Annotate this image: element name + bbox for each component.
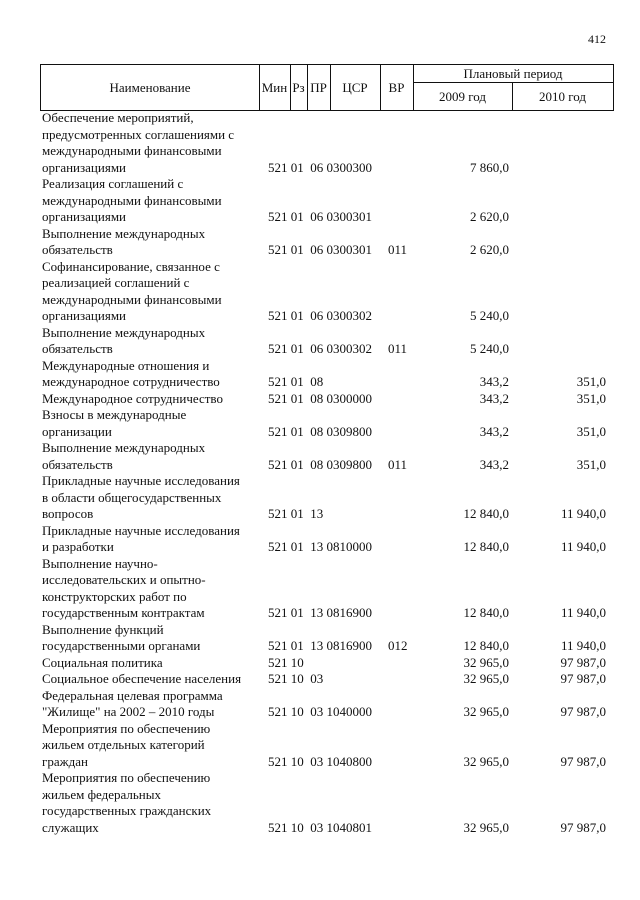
row-value-2010: 11 940,0 xyxy=(560,605,606,620)
table-row xyxy=(0,407,640,440)
table-row xyxy=(0,556,640,622)
row-vr: 011 xyxy=(388,341,408,356)
table-row xyxy=(0,688,640,721)
row-name-line: государственным контрактам xyxy=(42,605,205,620)
row-codes: 521 10 03 1040800 xyxy=(268,753,372,769)
row-codes: 521 10 03 1040000 xyxy=(268,704,372,719)
row-name-line: Выполнение научно- xyxy=(42,555,158,571)
header-pr: ПР xyxy=(310,80,327,95)
row-name xyxy=(42,391,266,408)
row-value-2010: 97 987,0 xyxy=(560,819,606,835)
header-vr: ВР xyxy=(388,80,405,95)
header-top-border xyxy=(40,64,614,65)
row-value-2009: 5 240,0 xyxy=(470,308,509,323)
row-vr: 011 xyxy=(388,242,408,257)
row-name-line: Выполнение международных xyxy=(42,225,206,241)
row-name-line: Международные отношения и xyxy=(42,357,210,373)
table-row xyxy=(0,440,640,473)
row-name-line: исследовательских и опытно- xyxy=(42,572,206,587)
row-codes: 521 01 08 xyxy=(268,374,324,389)
table-row xyxy=(0,770,640,836)
table-row xyxy=(0,671,640,688)
row-value-2010: 351,0 xyxy=(576,423,606,439)
row-name xyxy=(42,325,266,358)
row-name xyxy=(42,259,266,325)
row-name xyxy=(42,655,266,672)
row-name-line: международными финансовыми xyxy=(42,143,222,158)
row-name-line: государственных гражданских xyxy=(42,803,212,818)
row-name-line: организациями xyxy=(42,308,126,323)
row-name-line: Выполнение международных xyxy=(42,440,206,455)
header-period: Плановый период xyxy=(463,66,563,81)
row-value-2010: 11 940,0 xyxy=(560,539,606,554)
row-name-line: организации xyxy=(42,423,112,439)
header-min: Мин xyxy=(261,80,288,95)
row-codes: 521 01 08 0309800 xyxy=(268,423,372,439)
row-name xyxy=(42,473,266,523)
row-value-2009: 343,2 xyxy=(479,456,509,472)
row-name-line: конструкторских работ по xyxy=(42,588,187,604)
period-divider xyxy=(413,82,614,83)
row-name xyxy=(42,358,266,391)
table-row xyxy=(0,259,640,325)
row-name-line: Социальное обеспечение населения xyxy=(42,671,242,686)
row-name xyxy=(42,110,266,176)
row-name-line: жильем федеральных xyxy=(42,786,161,802)
row-name-line: государственными органами xyxy=(42,638,201,653)
row-value-2009: 5 240,0 xyxy=(470,341,509,356)
row-codes: 521 01 13 xyxy=(268,506,324,521)
header-year-2009: 2009 год xyxy=(439,89,486,104)
row-name xyxy=(42,622,266,655)
row-value-2010: 351,0 xyxy=(576,456,606,472)
row-value-2010: 97 987,0 xyxy=(560,753,606,769)
table-row xyxy=(0,176,640,226)
row-name-line: обязательств xyxy=(42,456,113,472)
row-value-2009: 32 965,0 xyxy=(463,753,509,769)
row-codes: 521 01 13 0810000 xyxy=(268,539,372,554)
row-value-2009: 2 620,0 xyxy=(470,242,509,257)
table-row xyxy=(0,325,640,358)
row-name xyxy=(42,226,266,259)
row-value-2010: 351,0 xyxy=(576,390,606,406)
table-row xyxy=(0,473,640,523)
header-csr: ЦСР xyxy=(342,80,368,95)
row-value-2009: 32 965,0 xyxy=(463,819,509,835)
row-value-2009: 343,2 xyxy=(479,374,509,389)
row-name xyxy=(42,688,266,721)
table-row xyxy=(0,721,640,771)
row-value-2009: 12 840,0 xyxy=(463,605,509,620)
row-value-2009: 2 620,0 xyxy=(470,209,509,224)
page-number: 412 xyxy=(588,32,606,46)
row-codes: 521 01 06 0300301 xyxy=(268,209,372,224)
table-header xyxy=(0,0,640,120)
row-name-line: обязательств xyxy=(42,242,113,257)
row-name xyxy=(42,523,266,556)
row-value-2009: 32 965,0 xyxy=(463,704,509,719)
header-year-2010: 2010 год xyxy=(539,89,586,104)
row-name-line: служащих xyxy=(42,819,99,835)
row-name-line: предусмотренных соглашениями с xyxy=(42,126,235,142)
row-value-2009: 12 840,0 xyxy=(463,638,509,653)
table-row xyxy=(0,110,640,176)
row-name xyxy=(42,407,266,440)
row-name-line: международное сотрудничество xyxy=(42,374,220,389)
row-name-line: Выполнение международных xyxy=(42,324,206,340)
header-rz: Рз xyxy=(292,80,305,95)
row-value-2010: 97 987,0 xyxy=(560,671,606,686)
row-value-2010: 97 987,0 xyxy=(560,654,606,670)
row-name-line: "Жилище" на 2002 – 2010 годы xyxy=(42,704,215,719)
row-value-2010: 97 987,0 xyxy=(560,704,606,719)
row-value-2009: 343,2 xyxy=(479,423,509,439)
row-value-2009: 32 965,0 xyxy=(463,671,509,686)
row-vr: 012 xyxy=(388,638,408,653)
row-codes: 521 01 08 0309800 xyxy=(268,456,372,472)
row-name-line: Международное сотрудничество xyxy=(42,390,223,406)
row-name-line: Выполнение функций xyxy=(42,621,164,637)
row-name-line: в области общегосударственных xyxy=(42,489,222,505)
header-name: Наименование xyxy=(109,80,191,95)
row-name-line: Софинансирование, связанное с xyxy=(42,258,220,274)
row-name xyxy=(42,770,266,836)
row-value-2009: 7 860,0 xyxy=(470,159,509,175)
table-row xyxy=(0,655,640,672)
table-row xyxy=(0,523,640,556)
row-name-line: обязательств xyxy=(42,341,113,356)
row-name-line: Мероприятия по обеспечению xyxy=(42,770,211,785)
table-row xyxy=(0,226,640,259)
row-name xyxy=(42,440,266,473)
table-row xyxy=(0,622,640,655)
table-row xyxy=(0,391,640,408)
table-row xyxy=(0,358,640,391)
row-name-line: Прикладные научные исследования xyxy=(42,473,240,488)
row-vr: 011 xyxy=(388,456,408,472)
row-value-2010: 351,0 xyxy=(576,374,606,389)
row-name-line: Социальная политика xyxy=(42,654,163,670)
row-name-line: Федеральная целевая программа xyxy=(42,687,223,703)
row-name xyxy=(42,556,266,622)
row-name-line: вопросов xyxy=(42,506,94,521)
row-name-line: и разработки xyxy=(42,539,114,554)
row-value-2009: 12 840,0 xyxy=(463,506,509,521)
row-name-line: реализацией соглашений с xyxy=(42,275,190,290)
row-codes: 521 10 xyxy=(268,654,304,670)
row-codes: 521 01 08 0300000 xyxy=(268,390,372,406)
row-codes: 521 01 06 0300300 xyxy=(268,159,372,175)
row-codes: 521 10 03 1040801 xyxy=(268,819,372,835)
row-codes: 521 01 06 0300302 xyxy=(268,308,372,323)
row-name-line: Реализация соглашений с xyxy=(42,176,184,191)
row-name-line: организациями xyxy=(42,159,126,175)
row-name xyxy=(42,176,266,226)
row-name xyxy=(42,721,266,771)
row-value-2010: 11 940,0 xyxy=(560,638,606,653)
row-name-line: международными финансовыми xyxy=(42,291,222,307)
row-name-line: Обеспечение мероприятий, xyxy=(42,110,194,125)
row-codes: 521 01 13 0816900 xyxy=(268,605,372,620)
row-value-2009: 32 965,0 xyxy=(463,654,509,670)
row-value-2009: 343,2 xyxy=(479,390,509,406)
row-name-line: Мероприятия по обеспечению xyxy=(42,720,211,736)
row-name xyxy=(42,671,266,688)
row-value-2009: 12 840,0 xyxy=(463,539,509,554)
row-name-line: Взносы в международные xyxy=(42,407,187,422)
header-right-border xyxy=(613,64,614,111)
row-codes: 521 01 06 0300302 xyxy=(268,341,372,356)
row-name-line: Прикладные научные исследования xyxy=(42,522,240,538)
row-codes: 521 10 03 xyxy=(268,671,324,686)
row-name-line: организациями xyxy=(42,209,126,224)
row-codes: 521 01 06 0300301 xyxy=(268,242,372,257)
row-value-2010: 11 940,0 xyxy=(560,506,606,521)
row-name-line: жильем отдельных категорий xyxy=(42,737,205,752)
row-name-line: граждан xyxy=(42,753,88,769)
row-name-line: международными финансовыми xyxy=(42,192,222,208)
row-codes: 521 01 13 0816900 xyxy=(268,638,372,653)
